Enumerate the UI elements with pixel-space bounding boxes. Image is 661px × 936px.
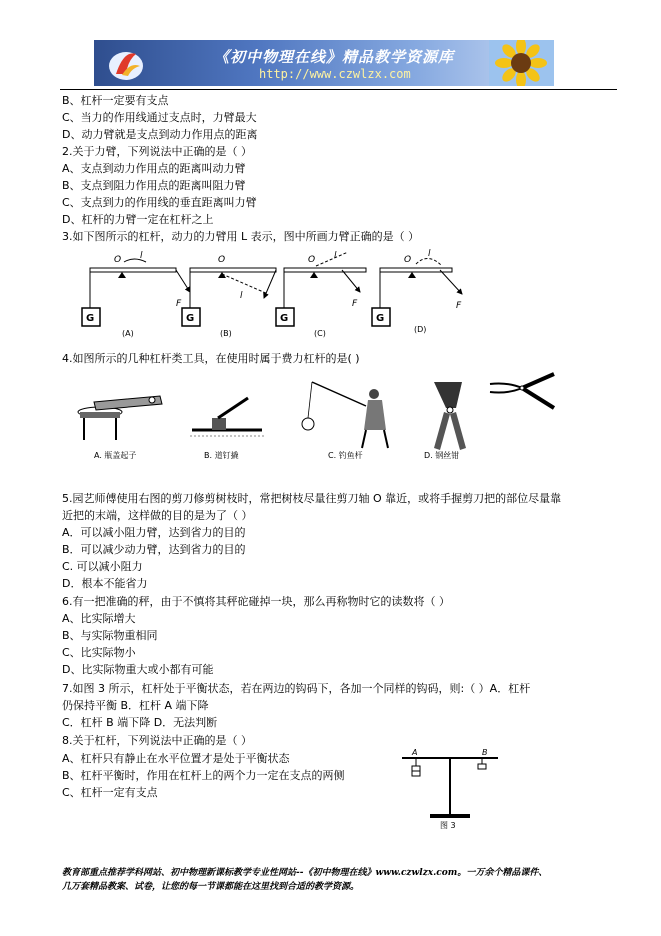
figure-caption: 图 3: [440, 821, 456, 830]
header-banner: [94, 40, 554, 86]
q5-option-d: D．根本不能省力: [62, 577, 148, 590]
q5-stem-line1: 5.园艺师傅使用右图的剪刀修剪树枝时，常把树枝尽量往剪刀轴 O 靠近，或将手握剪刀把的部位尽量靠: [62, 492, 562, 505]
balance-lever-figure: [396, 748, 508, 830]
end-a-label: A: [412, 748, 418, 757]
banner-title: 《初中物理在线》精品教学资源库: [214, 48, 455, 66]
pivot-label: O: [404, 255, 412, 265]
panel-label-c: (C): [314, 329, 326, 338]
q2-option-c: C、支点到力的作用线的垂直距离叫力臂: [62, 196, 257, 209]
page-footer: [62, 866, 622, 894]
q8-option-c: C、杠杆一定有支点: [62, 786, 158, 799]
q4-tools-figure: [72, 378, 472, 460]
q7-stem-line1: 7.如图 3 所示，杠杆处于平衡状态，若在两边的钩码下，各加一个同样的钩码，则:（ ）A．杠杆: [62, 682, 531, 695]
tool-caption-a: A. 瓶盖起子: [94, 451, 137, 460]
pivot-label: O: [218, 255, 226, 265]
q6-option-d: D、比实际物重大或小都有可能: [62, 663, 214, 676]
arm-label: l: [140, 251, 143, 261]
q7-options-cd: C．杠杆 B 端下降 D．无法判断: [62, 716, 218, 729]
lever-diagram-c: [276, 251, 366, 338]
q6-option-b: B、与实际物重相同: [62, 629, 158, 642]
fishing-rod-picture: [302, 382, 388, 448]
arm-label: l: [240, 291, 243, 301]
q1-option-d: D、动力臂就是支点到动力作用点的距离: [62, 128, 258, 141]
q1-option-c: C、当力的作用线通过支点时，力臂最大: [62, 111, 257, 124]
q8-stem: 8.关于杠杆，下列说法中正确的是（ ）: [62, 734, 252, 747]
q2-stem: 2.关于力臂，下列说法中正确的是（ ）: [62, 145, 252, 158]
q3-lever-figure: [72, 248, 492, 340]
q3-stem: 3.如下图所示的杠杆，动力的力臂用 L 表示，图中所画力臂正确的是（ ）: [62, 230, 420, 243]
q7-stem-line2: 仍保持平衡 B．杠杆 A 端下降: [62, 699, 209, 712]
tool-caption-d: D. 钢丝钳: [424, 451, 460, 460]
tool-caption-b: B. 道钉撬: [204, 451, 239, 460]
q5-option-a: A．可以减小阻力臂，达到省力的目的: [62, 526, 246, 539]
panel-label-a: (A): [122, 329, 134, 338]
q6-option-c: C、比实际物小: [62, 646, 136, 659]
garden-scissors-figure: [488, 368, 558, 412]
header-rule: [60, 89, 617, 90]
lever-diagram-a: [82, 251, 190, 338]
q8-option-b: B、杠杆平衡时，作用在杠杆上的两个力一定在支点的两侧: [62, 769, 345, 782]
q2-option-b: B、支点到阻力作用点的距离叫阻力臂: [62, 179, 246, 192]
q6-option-a: A、比实际增大: [62, 612, 136, 625]
arm-label: l: [334, 251, 337, 261]
tool-caption-c: C. 钓鱼杆: [328, 451, 363, 460]
site-logo-icon: [106, 44, 146, 84]
banner-url[interactable]: http://www.czwlzx.com: [259, 67, 411, 81]
force-label: F: [176, 299, 182, 309]
q1-option-b: B、杠杆一定要有支点: [62, 94, 169, 107]
arm-label: l: [428, 249, 431, 259]
weight-label: G: [280, 313, 289, 324]
q5-option-c: C. 可以减小阻力: [62, 560, 143, 573]
q2-option-d: D、杠杆的力臂一定在杠杆之上: [62, 213, 214, 226]
pliers-picture: [434, 382, 466, 450]
panel-label-b: (B): [220, 329, 232, 338]
force-label: F: [352, 299, 358, 309]
pivot-label: O: [308, 255, 316, 265]
q8-option-a: A、杠杆只有静止在水平位置才是处于平衡状态: [62, 752, 290, 765]
q5-stem-line2: 近把的末端，这样做的目的是为了（ ）: [62, 509, 253, 522]
footer-line2: 几万套精品教案、试卷，让您的每一节课都能在这里找到合适的教学资源。: [62, 882, 360, 892]
q6-stem: 6.有一把准确的秤，由于不慎将其秤砣碰掉一块，那么再称物时它的读数将（ ）: [62, 595, 450, 608]
sunflower-icon: [489, 40, 554, 86]
bottle-opener-picture: [78, 396, 162, 440]
q2-option-a: A、支点到动力作用点的距离叫动力臂: [62, 162, 246, 175]
lever-diagram-d: [372, 249, 462, 334]
end-b-label: B: [482, 748, 488, 757]
lever-diagram-b: [182, 255, 276, 338]
pivot-label: O: [114, 255, 122, 265]
crowbar-picture: [190, 398, 264, 436]
weight-label: G: [186, 313, 195, 324]
q5-option-b: B．可以减少动力臂，达到省力的目的: [62, 543, 246, 556]
force-label: F: [456, 301, 462, 311]
panel-label-d: (D): [414, 325, 427, 334]
q4-stem: 4.如图所示的几种杠杆类工具，在使用时属于费力杠杆的是( ): [62, 352, 360, 365]
footer-line1: 教育部重点推荐学科网站、初中物理新课标教学专业性网站--《初中物理在线》www.czwlzx.com。一万余个精品课件、: [62, 868, 548, 878]
weight-label: G: [376, 313, 385, 324]
weight-label: G: [86, 313, 95, 324]
